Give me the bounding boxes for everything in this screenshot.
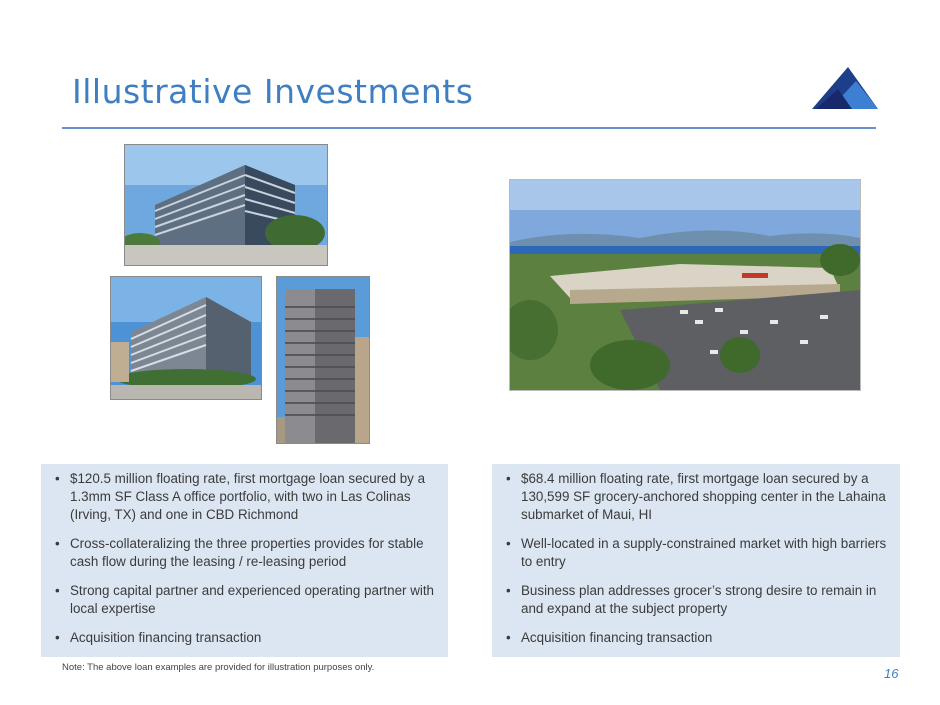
title-divider (62, 127, 876, 129)
list-item: • Business plan addresses grocer’s strong desire to remain in and expand at the subject property (506, 582, 890, 618)
office-building-photo-2 (110, 276, 262, 400)
footnote: Note: The above loan examples are provided for illustration purposes only. (62, 662, 375, 673)
office-tower-photo-3 (276, 276, 370, 444)
list-item: • Cross-collateralizing the three properties provides for stable cash flow during the leasing / re-leasing period (55, 535, 438, 571)
list-item: • Strong capital partner and experienced operating partner with local expertise (55, 582, 438, 618)
page-title: Illustrative Investments (72, 72, 474, 111)
list-item: • $68.4 million floating rate, first mortgage loan secured by a 130,599 SF grocery-anchored shopping center in the Lahaina submarket of Maui, HI (506, 470, 890, 524)
list-item: • Acquisition financing transaction (55, 629, 438, 647)
list-item: • $120.5 million floating rate, first mortgage loan secured by a 1.3mm SF Class A office portfolio, with two in Las Colinas (Irving, TX) and one in CBD Richmond (55, 470, 438, 524)
left-investment-details (41, 464, 448, 657)
page-number: 16 (884, 666, 899, 681)
list-item: • Well-located in a supply-constrained market with high barriers to entry (506, 535, 890, 571)
shopping-center-photo (509, 179, 861, 391)
list-item: • Acquisition financing transaction (506, 629, 890, 647)
office-building-photo-1 (124, 144, 328, 266)
right-investment-details (492, 464, 900, 657)
company-logo-icon (812, 67, 878, 109)
